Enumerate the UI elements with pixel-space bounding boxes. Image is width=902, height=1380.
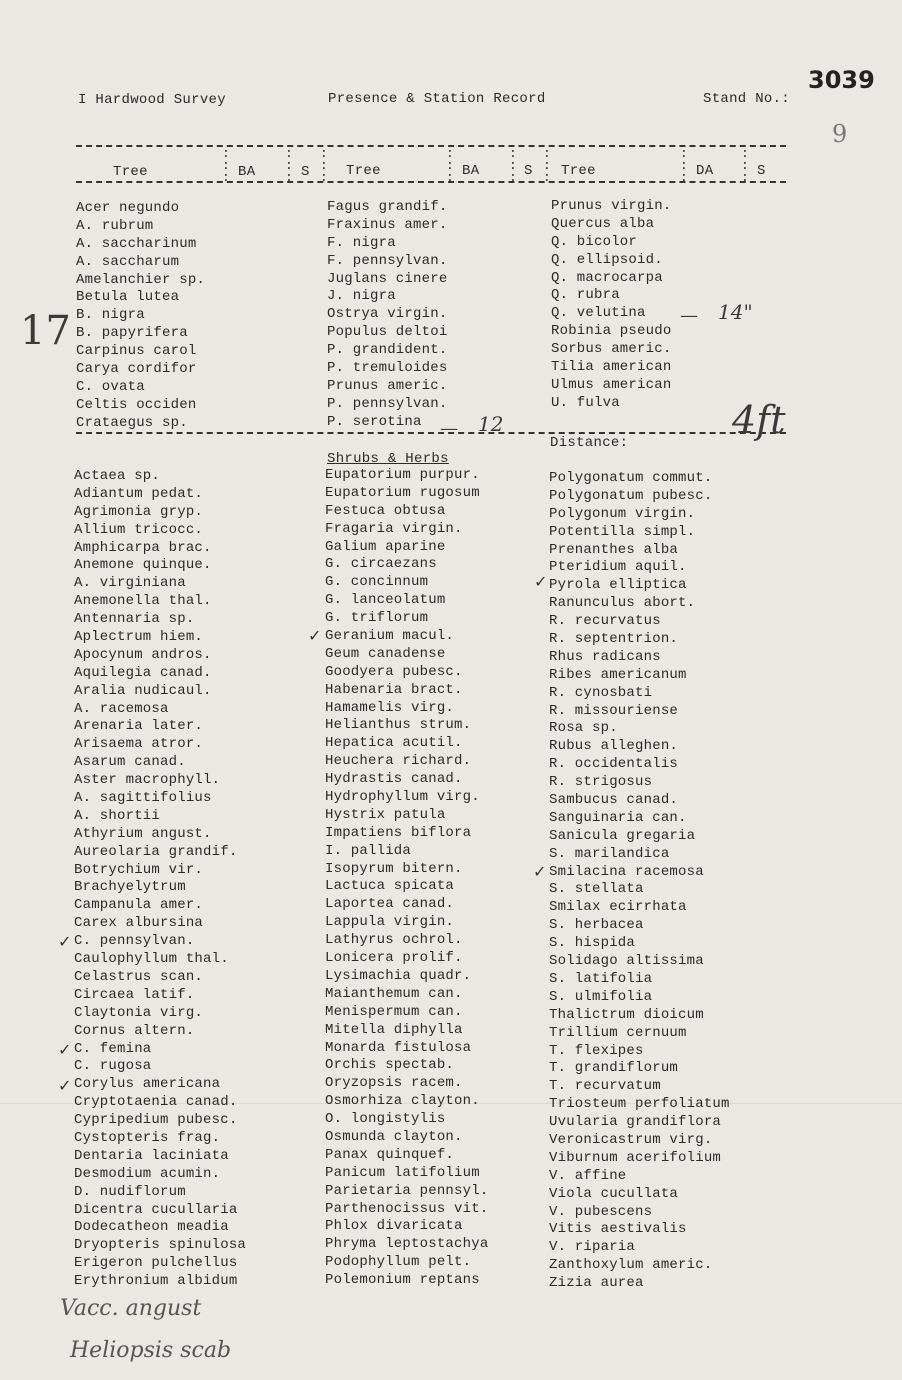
herb-item: Cryptotaenia canad. bbox=[74, 1094, 238, 1111]
th-s-2: S bbox=[524, 163, 533, 179]
header-separators: : : : bbox=[446, 146, 455, 185]
herb-item: S. marilandica bbox=[549, 845, 670, 862]
herb-item: C. pennsylvan. bbox=[74, 933, 195, 950]
checkmark-icon: ✓ bbox=[58, 1040, 72, 1059]
herb-item: Lysimachia quadr. bbox=[325, 967, 472, 984]
tree-item: Carya cordifor bbox=[76, 361, 197, 378]
herb-item: G. circaezans bbox=[325, 556, 437, 573]
tree-item: A. saccharinum bbox=[76, 235, 197, 252]
header-separators: : : : bbox=[509, 146, 518, 185]
herb-item: C. rugosa bbox=[74, 1058, 152, 1075]
tree-item: Fagus grandif. bbox=[327, 199, 448, 215]
tree-item: A. rubrum bbox=[76, 217, 154, 234]
tree-item: Juglans cinere bbox=[327, 270, 448, 287]
stand-number-label: Stand No.: bbox=[703, 91, 791, 107]
herb-item: Cornus altern. bbox=[74, 1022, 195, 1039]
tree-item: F. pennsylvan. bbox=[327, 252, 448, 269]
herb-item: Goodyera pubesc. bbox=[325, 663, 463, 680]
herb-item: Brachyelytrum bbox=[74, 879, 186, 896]
herb-item: R. occidentalis bbox=[549, 756, 679, 773]
handwritten-note-heliopsis: Heliopsis scab bbox=[70, 1338, 232, 1363]
handwritten-velutina-mark: — bbox=[680, 305, 698, 326]
herb-item: Parietaria pennsyl. bbox=[325, 1182, 489, 1199]
herb-item: Phlox divaricata bbox=[325, 1218, 463, 1235]
herb-item: Eupatorium purpur. bbox=[325, 467, 480, 483]
herb-item: Festuca obtusa bbox=[325, 502, 446, 519]
herb-item: Rosa sp. bbox=[549, 720, 618, 737]
checkmark-icon: ✓ bbox=[534, 572, 548, 591]
tree-item: Prunus virgin. bbox=[551, 198, 672, 214]
herb-item: Phryma leptostachya bbox=[325, 1236, 489, 1253]
herb-item: Anemonella thal. bbox=[74, 593, 212, 610]
herb-item: Vitis aestivalis bbox=[549, 1221, 687, 1238]
tree-item: B. nigra bbox=[76, 307, 145, 324]
herb-item: G. lanceolatum bbox=[325, 592, 446, 609]
herb-item: V. affine bbox=[549, 1167, 627, 1184]
herb-item: V. pubescens bbox=[549, 1203, 653, 1220]
handwritten-velutina-size: 14" bbox=[718, 300, 753, 324]
herb-item: Lonicera prolif. bbox=[325, 950, 463, 967]
herb-item: Lactuca spicata bbox=[325, 878, 455, 895]
herb-item: Fragaria virgin. bbox=[325, 520, 463, 537]
header-separators: : : : bbox=[741, 146, 750, 185]
herb-item: Galium aparine bbox=[325, 538, 446, 555]
herb-item: Anemone quinque. bbox=[74, 557, 212, 574]
herb-item: Solidago altissima bbox=[549, 953, 704, 970]
herb-item: Lappula virgin. bbox=[325, 914, 455, 931]
tree-item: Ulmus american bbox=[551, 376, 672, 393]
herb-item: Athyrium angust. bbox=[74, 825, 212, 842]
herb-item: R. recurvatus bbox=[549, 613, 661, 630]
herb-item: Viburnum acerifolium bbox=[549, 1149, 722, 1166]
herb-item: Geum canadense bbox=[325, 645, 446, 662]
herb-item: S. stellata bbox=[549, 881, 644, 898]
herb-item: Polygonatum commut. bbox=[549, 470, 713, 486]
tree-item: Q. macrocarpa bbox=[551, 269, 663, 286]
tree-item: Carpinus carol bbox=[76, 343, 197, 360]
tree-item: Sorbus americ. bbox=[551, 341, 672, 358]
herb-item: Smilax ecirrhata bbox=[549, 899, 687, 916]
th-tree-1: Tree bbox=[113, 164, 148, 180]
tree-item: Q. ellipsoid. bbox=[551, 251, 663, 268]
checkmark-icon: ✓ bbox=[58, 1076, 72, 1095]
herb-item: Dicentra cucullaria bbox=[74, 1201, 238, 1218]
handwritten-distance: 4ft bbox=[732, 398, 786, 442]
herb-item: Podophyllum pelt. bbox=[325, 1254, 472, 1271]
herb-item: Desmodium acumin. bbox=[74, 1165, 221, 1182]
th-tree-2: Tree bbox=[346, 163, 381, 179]
herb-item: Osmunda clayton. bbox=[325, 1128, 463, 1145]
herb-item: Ranunculus abort. bbox=[549, 595, 696, 612]
herb-item: Rubus alleghen. bbox=[549, 738, 679, 755]
tree-item: Ostrya virgin. bbox=[327, 306, 448, 323]
herb-item: G. concinnum bbox=[325, 574, 429, 591]
header-separators: : : : bbox=[320, 146, 329, 185]
tree-item: P. pennsylvan. bbox=[327, 395, 448, 412]
tree-list-col3 bbox=[551, 198, 671, 413]
tree-item: Q. rubra bbox=[551, 287, 620, 304]
herb-item: G. triflorum bbox=[325, 610, 429, 627]
herb-item: Hydrastis canad. bbox=[325, 771, 463, 788]
herb-item: Pteridium aquil. bbox=[549, 559, 687, 576]
th-ba-2: BA bbox=[462, 163, 480, 179]
herb-list-col1 bbox=[74, 468, 246, 1291]
herb-item: Prenanthes alba bbox=[549, 541, 679, 558]
tree-item: P. tremuloides bbox=[327, 360, 448, 377]
herb-item: Zanthoxylum americ. bbox=[549, 1257, 713, 1274]
distance-label: Distance: bbox=[550, 435, 629, 451]
herb-item: Eupatorium rugosum bbox=[325, 484, 480, 501]
herb-item: I. pallida bbox=[325, 842, 412, 859]
tree-item: Acer negundo bbox=[76, 200, 180, 216]
herb-item: Botrychium vir. bbox=[74, 861, 204, 878]
herb-item: Rhus radicans bbox=[549, 648, 661, 665]
herb-item: Celastrus scan. bbox=[74, 968, 204, 985]
herb-item: Erigeron pulchellus bbox=[74, 1255, 238, 1272]
herb-item: Heuchera richard. bbox=[325, 753, 472, 770]
tree-item: B. papyrifera bbox=[76, 325, 188, 342]
stand-number-stamp: 3039 bbox=[808, 66, 875, 94]
herb-item: R. septentrion. bbox=[549, 631, 679, 648]
herb-item: Geranium macul. bbox=[325, 628, 455, 645]
herb-item: Lathyrus ochrol. bbox=[325, 932, 463, 949]
herb-item: R. cynosbati bbox=[549, 684, 653, 701]
herb-item: S. latifolia bbox=[549, 970, 653, 987]
herb-item: Allium tricocc. bbox=[74, 521, 204, 538]
tree-item: Crataegus sp. bbox=[76, 414, 188, 431]
herb-item: V. riparia bbox=[549, 1239, 636, 1256]
th-ba-1: BA bbox=[238, 164, 256, 180]
handwritten-serotina-size: 12 bbox=[478, 412, 504, 436]
herb-item: Arisaema atror. bbox=[74, 736, 204, 753]
checkmark-icon: ✓ bbox=[58, 932, 72, 951]
herb-item: Corylus americana bbox=[74, 1076, 221, 1093]
herb-item: Panax quinquef. bbox=[325, 1146, 455, 1163]
herb-item: Arenaria later. bbox=[74, 718, 204, 735]
herb-item: D. nudiflorum bbox=[74, 1183, 186, 1200]
th-s-3: S bbox=[757, 163, 766, 179]
herb-item: Monarda fistulosa bbox=[325, 1039, 472, 1056]
herb-item: Dodecatheon meadia bbox=[74, 1219, 229, 1236]
herb-item: Triosteum perfoliatum bbox=[549, 1096, 730, 1113]
tree-item: Celtis occiden bbox=[76, 396, 197, 413]
herb-item: R. strigosus bbox=[549, 774, 653, 791]
tree-item: J. nigra bbox=[327, 288, 396, 305]
herb-item: T. recurvatum bbox=[549, 1078, 661, 1095]
herb-item: Hamamelis virg. bbox=[325, 699, 455, 716]
herb-item: Aquilegia canad. bbox=[74, 664, 212, 681]
handwritten-serotina-mark: — bbox=[440, 418, 458, 439]
herb-item: Hydrophyllum virg. bbox=[325, 789, 480, 806]
tree-item: P. serotina bbox=[327, 413, 422, 430]
handwritten-margin-count: 17 bbox=[20, 308, 71, 354]
herb-item: Maianthemum can. bbox=[325, 985, 463, 1002]
section-rule bbox=[76, 432, 786, 434]
herb-item: Aralia nudicaul. bbox=[74, 682, 212, 699]
herb-list-col3 bbox=[549, 470, 730, 1293]
herb-item: Impatiens biflora bbox=[325, 824, 472, 841]
th-da-3: DA bbox=[696, 163, 714, 179]
tree-item: F. nigra bbox=[327, 234, 396, 251]
herb-item: Carex albursina bbox=[74, 915, 204, 932]
herb-item: Apocynum andros. bbox=[74, 646, 212, 663]
checkmark-icon: ✓ bbox=[533, 862, 547, 881]
herb-item: R. missouriense bbox=[549, 702, 679, 719]
tree-item: Robinia pseudo bbox=[551, 323, 672, 340]
herb-item: Adiantum pedat. bbox=[74, 485, 204, 502]
tree-item: Quercus alba bbox=[551, 215, 655, 232]
herb-item: Cypripedium pubesc. bbox=[74, 1112, 238, 1129]
herb-item: Antennaria sp. bbox=[74, 611, 195, 628]
herb-list-col2 bbox=[325, 467, 488, 1290]
tree-item: A. saccharum bbox=[76, 253, 180, 270]
herb-item: Menispermum can. bbox=[325, 1003, 463, 1020]
herb-item: Panicum latifolium bbox=[325, 1164, 480, 1181]
herb-item: A. sagittifolius bbox=[74, 790, 212, 807]
herb-item: T. flexipes bbox=[549, 1042, 644, 1059]
herb-item: Smilacina racemosa bbox=[549, 863, 704, 880]
tree-item: Amelanchier sp. bbox=[76, 271, 206, 288]
herb-item: Orchis spectab. bbox=[325, 1057, 455, 1074]
tree-item: U. fulva bbox=[551, 394, 620, 411]
header-separators: : : : bbox=[680, 146, 689, 185]
herb-item: Veronicastrum virg. bbox=[549, 1131, 713, 1148]
tree-item: Q. velutina bbox=[551, 305, 646, 322]
herb-item: A. racemosa bbox=[74, 700, 169, 717]
herb-item: Pyrola elliptica bbox=[549, 577, 687, 594]
herb-item: Amphicarpa brac. bbox=[74, 539, 212, 556]
herb-item: Cystopteris frag. bbox=[74, 1129, 221, 1146]
herb-item: A. virginiana bbox=[74, 575, 186, 592]
herb-item: S. hispida bbox=[549, 935, 636, 952]
record-title: Presence & Station Record bbox=[328, 91, 546, 107]
header-separators: : : : bbox=[222, 146, 231, 185]
tree-item: Fraxinus amer. bbox=[327, 216, 448, 233]
herb-item: Dryopteris spinulosa bbox=[74, 1237, 247, 1254]
tree-item: Q. bicolor bbox=[551, 233, 638, 250]
herb-item: S. ulmifolia bbox=[549, 988, 653, 1005]
herb-item: S. herbacea bbox=[549, 917, 644, 934]
herb-item: Polemonium reptans bbox=[325, 1272, 480, 1289]
herb-item: Campanula amer. bbox=[74, 897, 204, 914]
herb-item: Erythronium albidum bbox=[74, 1273, 238, 1290]
herb-item: Hystrix patula bbox=[325, 806, 446, 823]
herb-item: Zizia aurea bbox=[549, 1275, 644, 1292]
herb-item: Helianthus strum. bbox=[325, 717, 472, 734]
tree-item: Prunus americ. bbox=[327, 377, 448, 394]
herb-item: Aureolaria grandif. bbox=[74, 843, 238, 860]
tree-item: P. grandident. bbox=[327, 342, 448, 359]
tree-list-col1 bbox=[76, 200, 205, 433]
herb-item: Ribes americanum bbox=[549, 666, 687, 683]
herb-item: Sanguinaria can. bbox=[549, 809, 687, 826]
header-separators: : : : bbox=[543, 146, 552, 185]
herb-item: O. longistylis bbox=[325, 1111, 446, 1128]
herb-item: Oryzopsis racem. bbox=[325, 1075, 463, 1092]
paper-fold-line bbox=[0, 1103, 902, 1104]
herb-item: Osmorhiza clayton. bbox=[325, 1093, 480, 1110]
herb-item: Trillium cernuum bbox=[549, 1024, 687, 1041]
herb-item: Agrimonia gryp. bbox=[74, 503, 204, 520]
herb-item: Circaea latif. bbox=[74, 986, 195, 1003]
corner-note: 9 bbox=[832, 120, 848, 148]
herb-item: Aster macrophyll. bbox=[74, 772, 221, 789]
th-tree-3: Tree bbox=[561, 163, 596, 179]
herb-item: Aplectrum hiem. bbox=[74, 629, 204, 646]
tree-item: Populus deltoi bbox=[327, 324, 448, 341]
herb-item: Asarum canad. bbox=[74, 754, 186, 771]
herb-item: Claytonia virg. bbox=[74, 1004, 204, 1021]
header-separators: : : : bbox=[285, 146, 294, 185]
tree-list-col2 bbox=[327, 199, 447, 432]
tree-item: C. ovata bbox=[76, 378, 145, 395]
herb-item: Polygonum virgin. bbox=[549, 505, 696, 522]
herb-item: Mitella diphylla bbox=[325, 1021, 463, 1038]
checkmark-icon: ✓ bbox=[308, 626, 322, 645]
tree-item: Tilia american bbox=[551, 359, 672, 376]
herb-item: Uvularia grandiflora bbox=[549, 1114, 722, 1131]
herb-item: Viola cucullata bbox=[549, 1185, 679, 1202]
herb-item: Habenaria bract. bbox=[325, 681, 463, 698]
th-s-1: S bbox=[301, 164, 310, 180]
herb-item: Potentilla simpl. bbox=[549, 523, 696, 540]
herb-item: Thalictrum dioicum bbox=[549, 1006, 704, 1023]
herb-item: Polygonatum pubesc. bbox=[549, 487, 713, 504]
herb-item: Sambucus canad. bbox=[549, 792, 679, 809]
herb-item: Hepatica acutil. bbox=[325, 735, 463, 752]
herb-item: T. grandiflorum bbox=[549, 1060, 679, 1077]
herb-item: C. femina bbox=[74, 1040, 152, 1057]
handwritten-note-vaccinium: Vacc. angust bbox=[60, 1296, 202, 1321]
header-rule-bottom bbox=[76, 181, 786, 183]
herb-item: Actaea sp. bbox=[74, 468, 161, 484]
tree-item: Betula lutea bbox=[76, 289, 180, 306]
survey-title: I Hardwood Survey bbox=[78, 92, 226, 108]
herb-item: Dentaria laciniata bbox=[74, 1147, 229, 1164]
herb-item: A. shortii bbox=[74, 807, 161, 824]
herb-item: Isopyrum bitern. bbox=[325, 860, 463, 877]
herb-item: Caulophyllum thal. bbox=[74, 951, 229, 968]
herb-item: Sanicula gregaria bbox=[549, 827, 696, 844]
herb-item: Parthenocissus vit. bbox=[325, 1200, 489, 1217]
shrubs-herbs-heading: Shrubs & Herbs bbox=[327, 451, 449, 467]
herb-item: Laportea canad. bbox=[325, 896, 455, 913]
